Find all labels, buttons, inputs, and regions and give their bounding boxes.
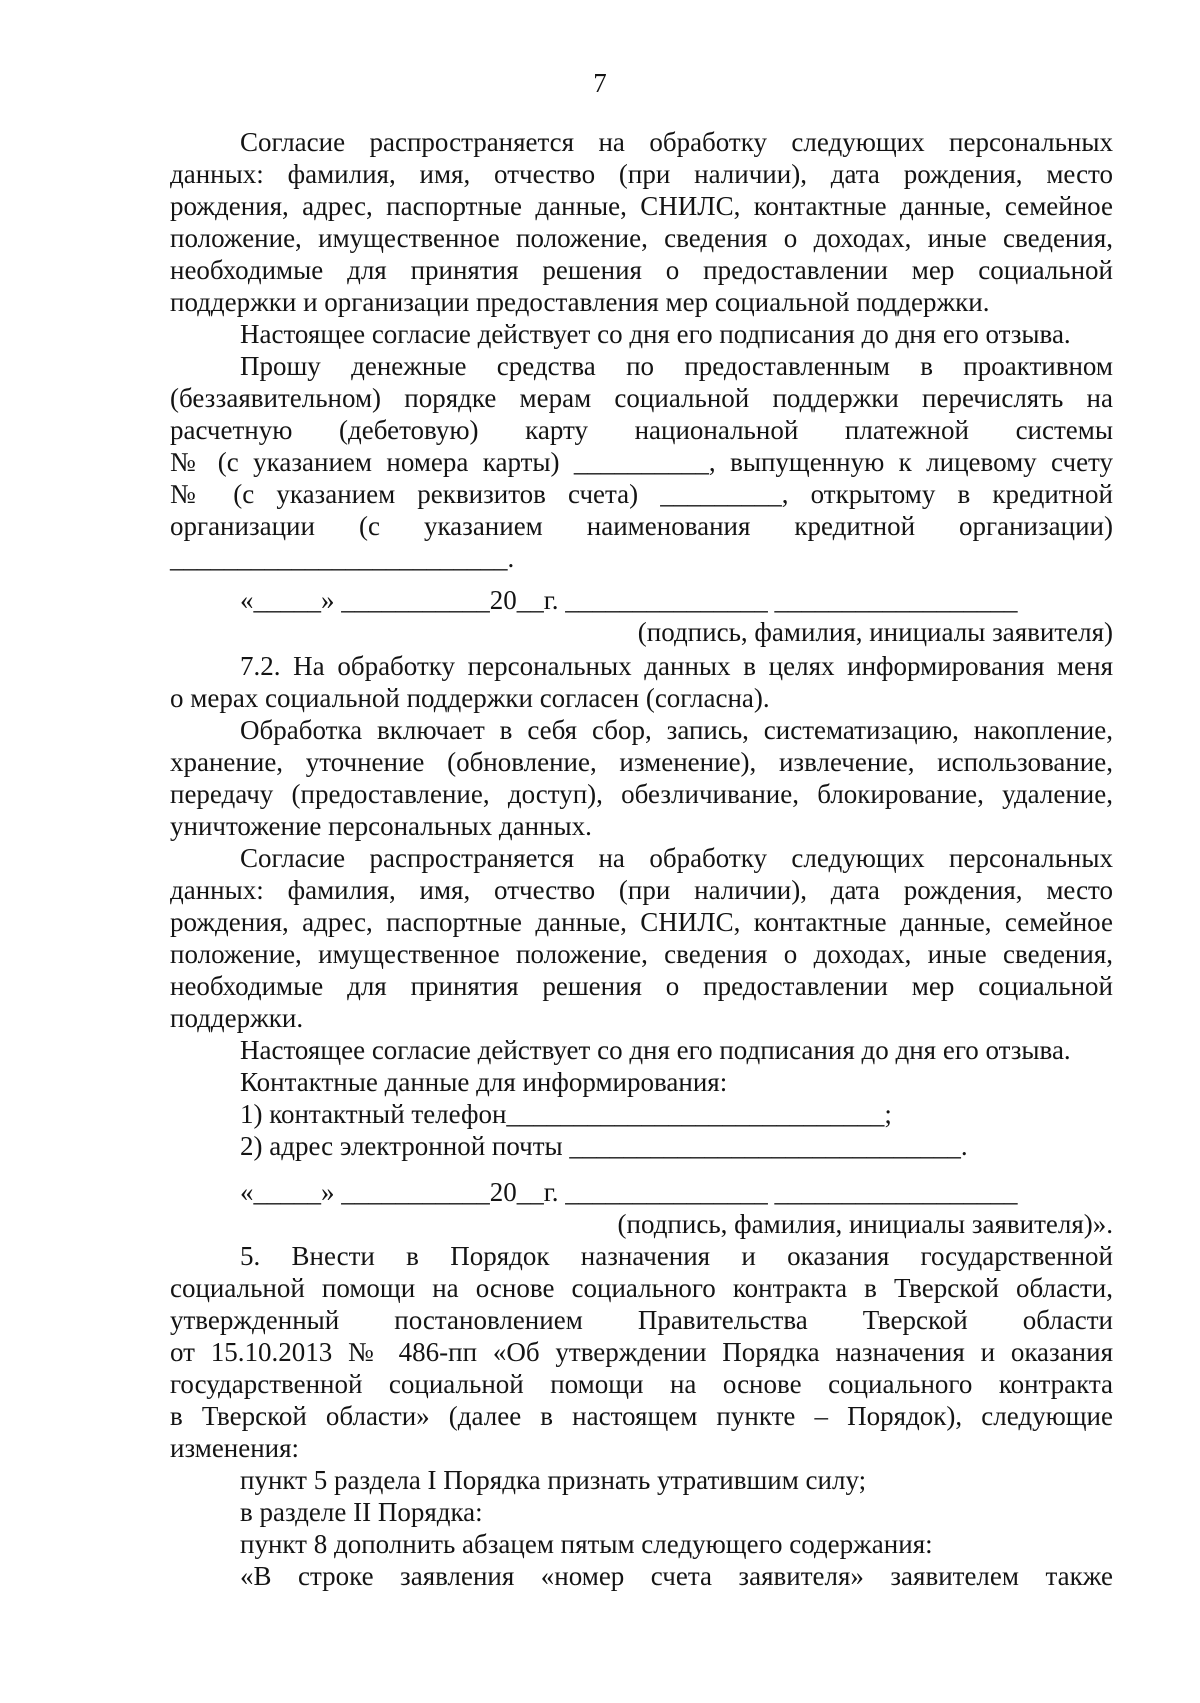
text-line: «В строке заявления «номер счета заявителя» заявителем также — [240, 1561, 1113, 1591]
text-line: социальной помощи на основе социального контракта в Тверской области, — [170, 1273, 1113, 1303]
text-line: 7.2. На обработку персональных данных в целях информирования меня — [240, 651, 1113, 681]
page-number: 7 — [593, 68, 607, 98]
text-line: пункт 8 дополнить абзацем пятым следующего содержания: — [240, 1529, 933, 1559]
text-line: Обработка включает в себя сбор, запись, систематизацию, накопление, — [240, 715, 1113, 745]
text-line: в разделе II Порядка: — [240, 1497, 483, 1527]
signature-caption: (подпись, фамилия, инициалы заявителя) — [637, 617, 1113, 647]
text-line: рождения, адрес, паспортные данные, СНИЛС, контактные данные, семейное — [170, 191, 1113, 221]
text-line: № (с указанием реквизитов счета) _________, открытому в кредитной — [170, 479, 1113, 509]
text-line: рождения, адрес, паспортные данные, СНИЛС, контактные данные, семейное — [170, 907, 1113, 937]
text-line: Согласие распространяется на обработку следующих персональных — [240, 843, 1113, 873]
text-line: Контактные данные для информирования: — [240, 1067, 728, 1097]
text-line: в Тверской области» (далее в настоящем пункте – Порядок), следующие — [170, 1401, 1113, 1431]
text-line: государственной социальной помощи на основе социального контракта — [170, 1369, 1113, 1399]
text-line: уничтожение персональных данных. — [170, 811, 592, 841]
text-line: Согласие распространяется на обработку следующих персональных — [240, 127, 1113, 157]
consent-paragraphs-1 — [170, 126, 1113, 574]
amendment-paragraphs — [170, 1240, 1113, 1592]
text-line: необходимые для принятия решения о предоставлении мер социальной — [170, 971, 1113, 1001]
text-line: Прошу денежные средства по предоставленным в проактивном — [240, 351, 1113, 381]
text-line: Настоящее согласие действует со дня его подписания до дня его отзыва. — [240, 319, 1071, 349]
text-line: _________________________. — [170, 543, 515, 573]
text-line: необходимые для принятия решения о предоставлении мер социальной — [170, 255, 1113, 285]
text-line: № (с указанием номера карты) __________, выпущенную к лицевому счету — [170, 447, 1113, 477]
text-line: утвержденный постановлением Правительства Тверской области — [170, 1305, 1113, 1335]
text-line: 5. Внести в Порядок назначения и оказания государственной — [240, 1241, 1113, 1271]
text-line: от 15.10.2013 № 486-пп «Об утверждении Порядка назначения и оказания — [170, 1337, 1113, 1367]
text-line: положение, имущественное положение, сведения о доходах, иные сведения, — [170, 939, 1113, 969]
text-line: расчетную (дебетовую) карту национальной платежной системы — [170, 415, 1113, 445]
text-line: изменения: — [170, 1433, 300, 1463]
text-line: данных: фамилия, имя, отчество (при наличии), дата рождения, место — [170, 159, 1113, 189]
text-line: 1) контактный телефон____________________________; — [240, 1099, 892, 1129]
text-line: хранение, уточнение (обновление, изменение), извлечение, использование, — [170, 747, 1113, 777]
consent-paragraphs-2 — [170, 650, 1113, 1162]
text-line: передачу (предоставление, доступ), обезличивание, блокирование, удаление, — [170, 779, 1113, 809]
text-line: Настоящее согласие действует со дня его подписания до дня его отзыва. — [240, 1035, 1071, 1065]
text-line: 2) адрес электронной почты _____________________________. — [240, 1131, 968, 1161]
text-line: (беззаявительном) порядке мерам социальной поддержки перечислять на — [170, 383, 1113, 413]
text-line: о мерах социальной поддержки согласен (согласна). — [170, 683, 770, 713]
text-line: поддержки и организации предоставления мер социальной поддержки. — [170, 287, 990, 317]
text-line: данных: фамилия, имя, отчество (при наличии), дата рождения, место — [170, 875, 1113, 905]
signature-caption: (подпись, фамилия, инициалы заявителя)». — [617, 1209, 1113, 1239]
signature-block-1 — [170, 584, 1113, 648]
text-line: пункт 5 раздела I Порядка признать утратившим силу; — [240, 1465, 867, 1495]
text-line: положение, имущественное положение, сведения о доходах, иные сведения, — [170, 223, 1113, 253]
signature-line: «_____» ___________20__г. _______________ __________________ — [240, 1177, 1018, 1207]
text-line: поддержки. — [170, 1003, 304, 1033]
text-line: организации (с указанием наименования кредитной организации) — [170, 511, 1113, 541]
signature-block-2 — [170, 1176, 1113, 1240]
signature-line: «_____» ___________20__г. _______________ __________________ — [240, 585, 1018, 615]
